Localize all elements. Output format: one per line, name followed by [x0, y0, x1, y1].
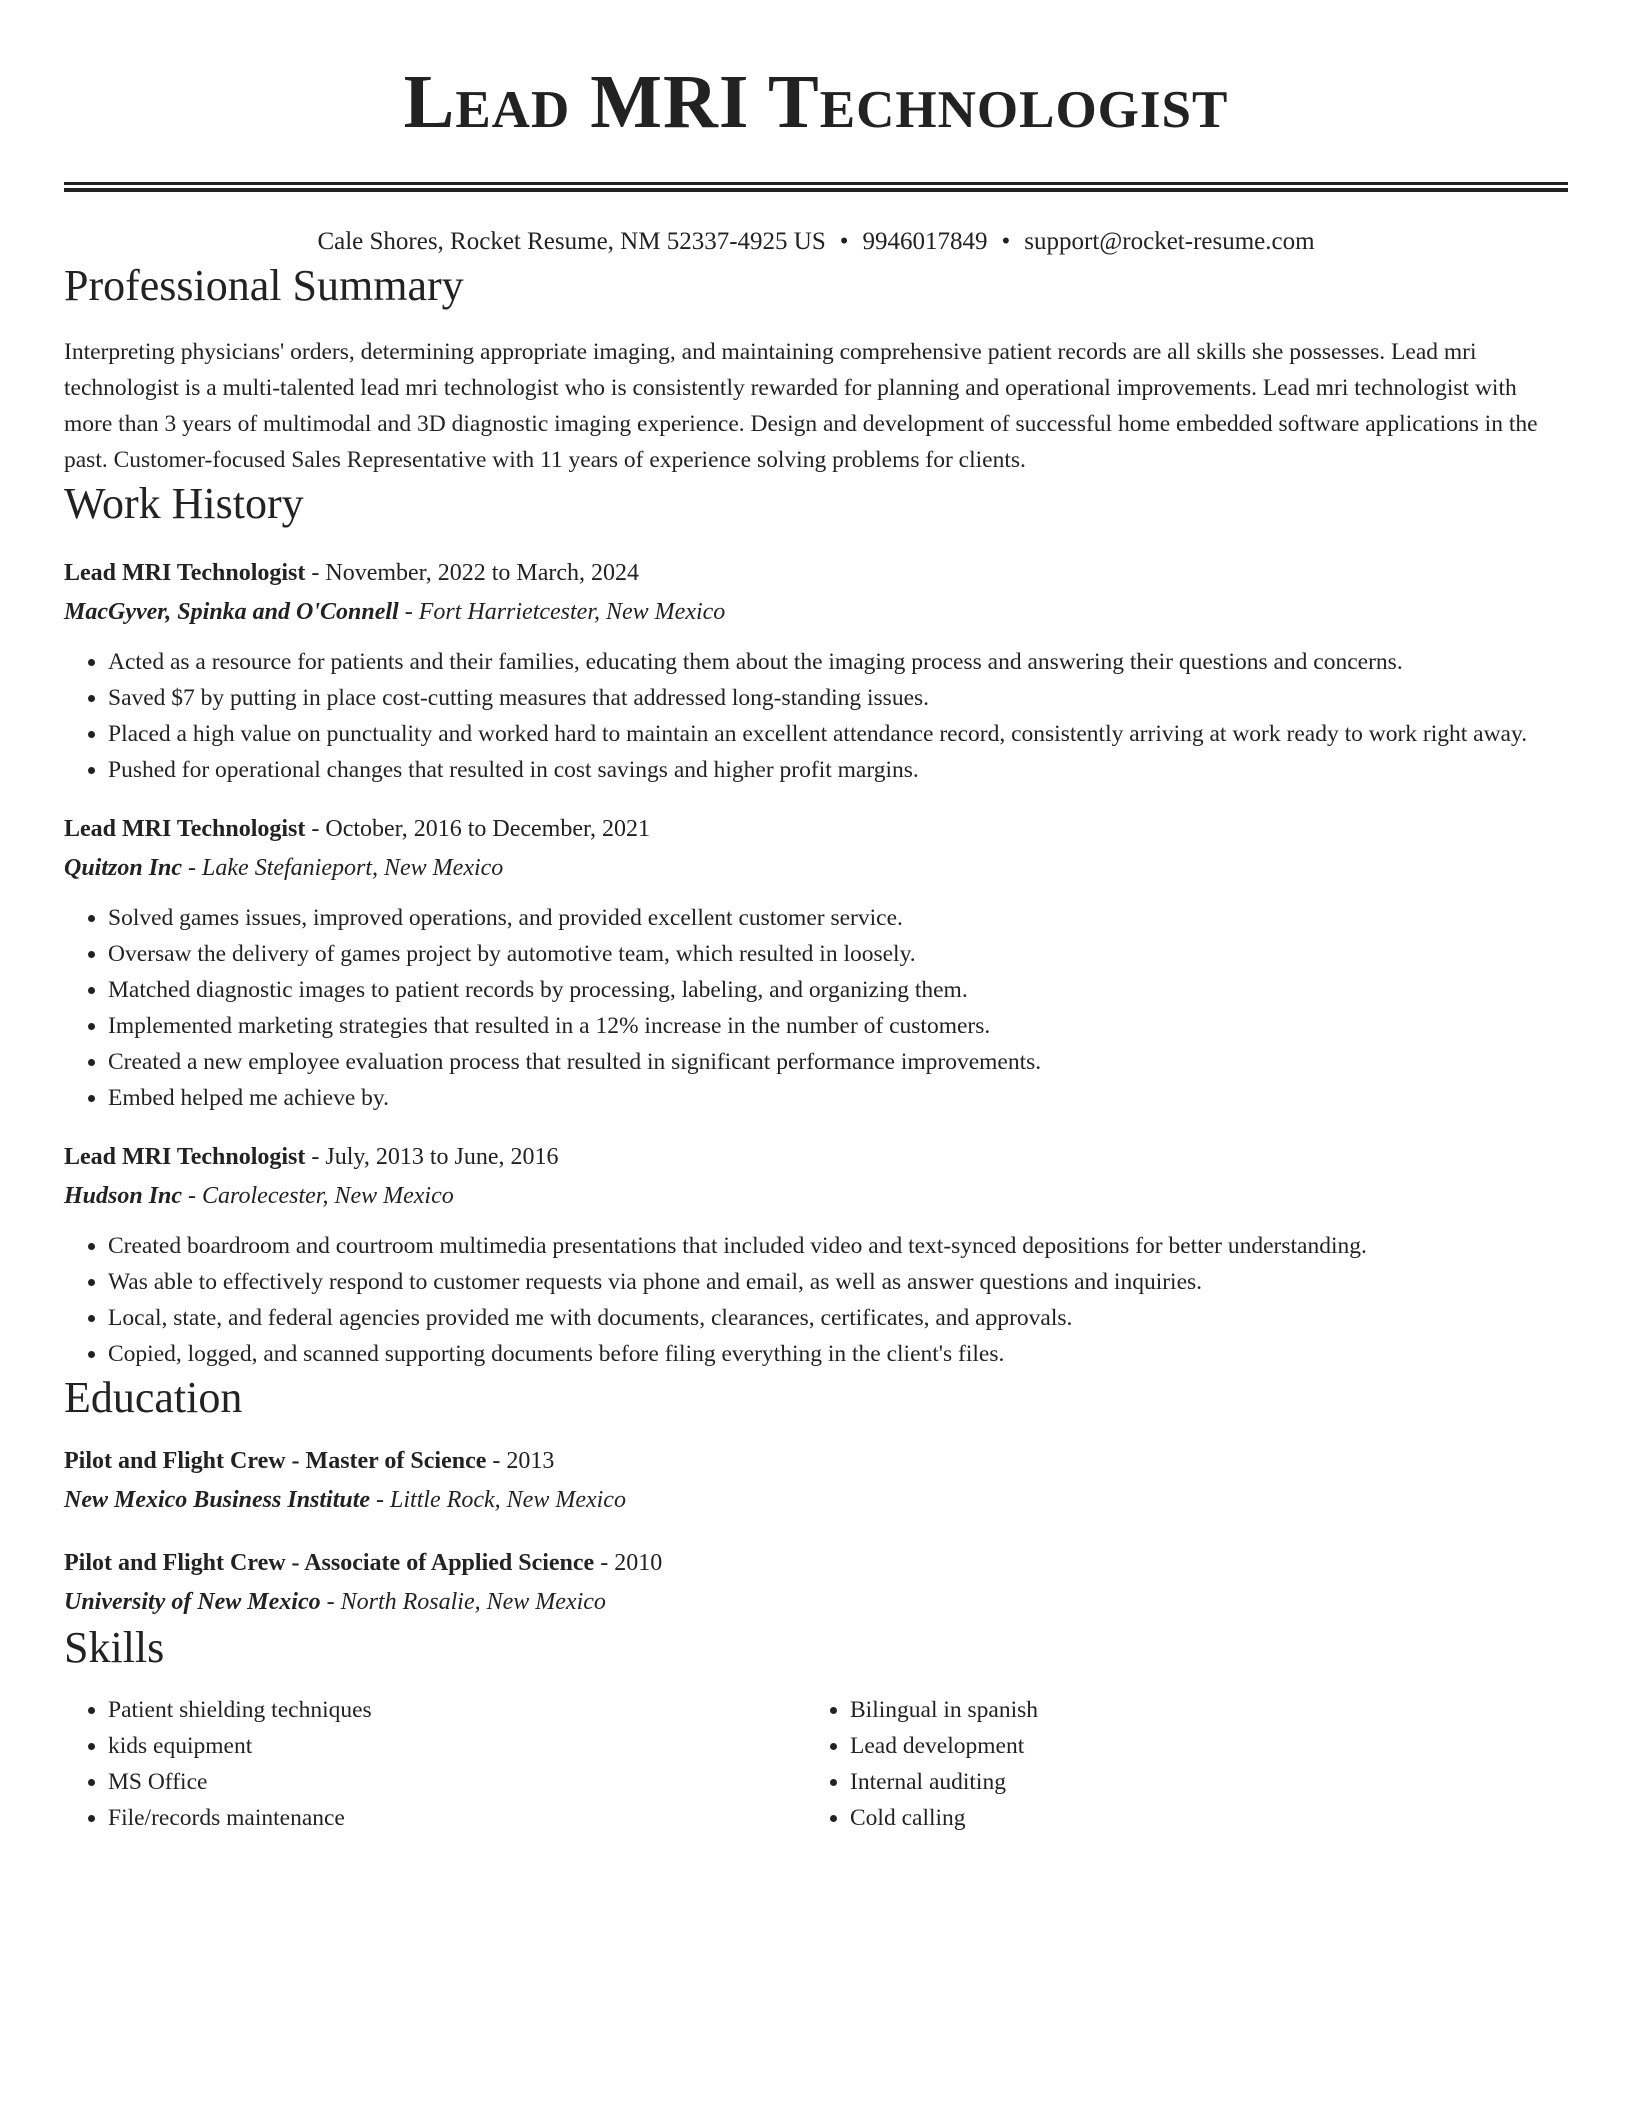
summary-text: Interpreting physicians' orders, determining appropriate imaging, and maintaining comprehensive patient records are all skills she possesses. Lead mri technologist is a multi-talented lead mri technologist who is consistently rewarded for planning and operational improvements. Lead mri technologist with more than 3 years of multimodal and 3D diagnostic imaging experience. Design and development of successful home embedded software applications in the past. Customer-focused Sales Representative with 11 years of experience solving problems for clients. — [64, 339, 1538, 473]
job-bullet: • Solved games issues, improved operations, and provided excellent customer service. — [108, 900, 1568, 936]
job-role: Lead MRI Technologist — [64, 816, 306, 842]
skill-item: • File/records maintenance — [108, 1800, 806, 1836]
job-company-line — [64, 592, 1568, 632]
job-bullet: • Implemented marketing strategies that resulted in a 12% increase in the number of customers. — [108, 1008, 1568, 1044]
skill-item: • Patient shielding techniques — [108, 1692, 806, 1728]
contact-separator: • — [839, 228, 849, 255]
contact-phone: 9946017849 — [862, 228, 988, 255]
job-company: MacGyver, Spinka and O'Connell — [64, 599, 399, 625]
job-bullet: • Saved $7 by putting in place cost-cutting measures that addressed long-standing issues. — [108, 680, 1568, 716]
job-company-line — [64, 848, 1568, 888]
job-bullet: • Oversaw the delivery of games project by automotive team, which resulted in loosely. — [108, 936, 1568, 972]
education-entry — [64, 1442, 1568, 1520]
education-year: - 2013 — [486, 1448, 555, 1474]
job-location: - Lake Stefanieport, New Mexico — [182, 855, 504, 881]
job-bullet: • Copied, logged, and scanned supporting documents before filing everything in the client's files. — [108, 1336, 1568, 1372]
education-year: - 2010 — [594, 1550, 663, 1576]
education-degree: Pilot and Flight Crew - Master of Science — [64, 1448, 487, 1474]
education-school: New Mexico Business Institute — [64, 1487, 371, 1513]
education-school: University of New Mexico — [64, 1589, 321, 1615]
education-school-line — [64, 1480, 1568, 1520]
job-title-line — [64, 810, 1568, 848]
title-double-rule — [64, 182, 1568, 192]
resume-title: Lead MRI Technologist — [403, 60, 1229, 144]
education-location: - Little Rock, New Mexico — [370, 1487, 626, 1513]
job-title-line — [64, 554, 1568, 592]
education-degree-line — [64, 1544, 1568, 1582]
skills-grid — [64, 1692, 1568, 1836]
education-degree-line — [64, 1442, 1568, 1480]
job-company-line — [64, 1176, 1568, 1216]
education-location: - North Rosalie, New Mexico — [320, 1589, 606, 1615]
work-history-heading: Work History — [64, 479, 304, 528]
job-bullet: • Local, state, and federal agencies provided me with documents, clearances, certificates, and approvals. — [108, 1300, 1568, 1336]
job-bullet: • Embed helped me achieve by. — [108, 1080, 1568, 1116]
job-bullet: • Created a new employee evaluation process that resulted in significant performance improvements. — [108, 1044, 1568, 1080]
job-title-line — [64, 1138, 1568, 1176]
job-entry — [64, 1138, 1568, 1372]
skill-item: • Bilingual in spanish — [850, 1692, 1548, 1728]
job-entry — [64, 554, 1568, 788]
job-bullet: • Pushed for operational changes that resulted in cost savings and higher profit margins. — [108, 752, 1568, 788]
skill-item: • Internal auditing — [850, 1764, 1548, 1800]
skill-item: • Lead development — [850, 1728, 1548, 1764]
job-bullets — [64, 644, 1568, 788]
education-entry — [64, 1544, 1568, 1622]
job-location: - Carolecester, New Mexico — [182, 1183, 454, 1209]
job-role: Lead MRI Technologist — [64, 1144, 306, 1170]
contact-address: Cale Shores, Rocket Resume, NM 52337-4925 US — [317, 228, 826, 255]
job-entry — [64, 810, 1568, 1116]
summary-heading: Professional Summary — [64, 261, 464, 310]
job-dates: - July, 2013 to June, 2016 — [305, 1144, 559, 1170]
skills-heading: Skills — [64, 1623, 165, 1672]
skill-item: • Cold calling — [850, 1800, 1548, 1836]
job-bullet: • Matched diagnostic images to patient records by processing, labeling, and organizing them. — [108, 972, 1568, 1008]
skills-column-left — [64, 1692, 806, 1836]
job-dates: - November, 2022 to March, 2024 — [305, 560, 640, 586]
job-role: Lead MRI Technologist — [64, 560, 306, 586]
job-bullets — [64, 1228, 1568, 1372]
job-dates: - October, 2016 to December, 2021 — [305, 816, 651, 842]
contact-separator: • — [1001, 228, 1011, 255]
job-company: Hudson Inc — [64, 1183, 183, 1209]
skill-item: • MS Office — [108, 1764, 806, 1800]
education-degree: Pilot and Flight Crew - Associate of Applied Science — [64, 1550, 595, 1576]
skills-column-right — [806, 1692, 1548, 1836]
job-bullet: • Acted as a resource for patients and their families, educating them about the imaging process and answering their questions and concerns. — [108, 644, 1568, 680]
job-bullet: • Created boardroom and courtroom multimedia presentations that included video and text-synced depositions for better understanding. — [108, 1228, 1568, 1264]
education-heading: Education — [64, 1373, 243, 1422]
job-location: - Fort Harrietcester, New Mexico — [398, 599, 726, 625]
skill-item: • kids equipment — [108, 1728, 806, 1764]
job-bullet: • Was able to effectively respond to customer requests via phone and email, as well as answer questions and inquiries. — [108, 1264, 1568, 1300]
job-bullets — [64, 900, 1568, 1116]
education-school-line — [64, 1582, 1568, 1622]
job-bullet: • Placed a high value on punctuality and worked hard to maintain an excellent attendance record, consistently arriving at work ready to work right away. — [108, 716, 1568, 752]
job-company: Quitzon Inc — [64, 855, 183, 881]
contact-email: support@rocket-resume.com — [1024, 228, 1315, 255]
contact-line — [64, 224, 1568, 260]
